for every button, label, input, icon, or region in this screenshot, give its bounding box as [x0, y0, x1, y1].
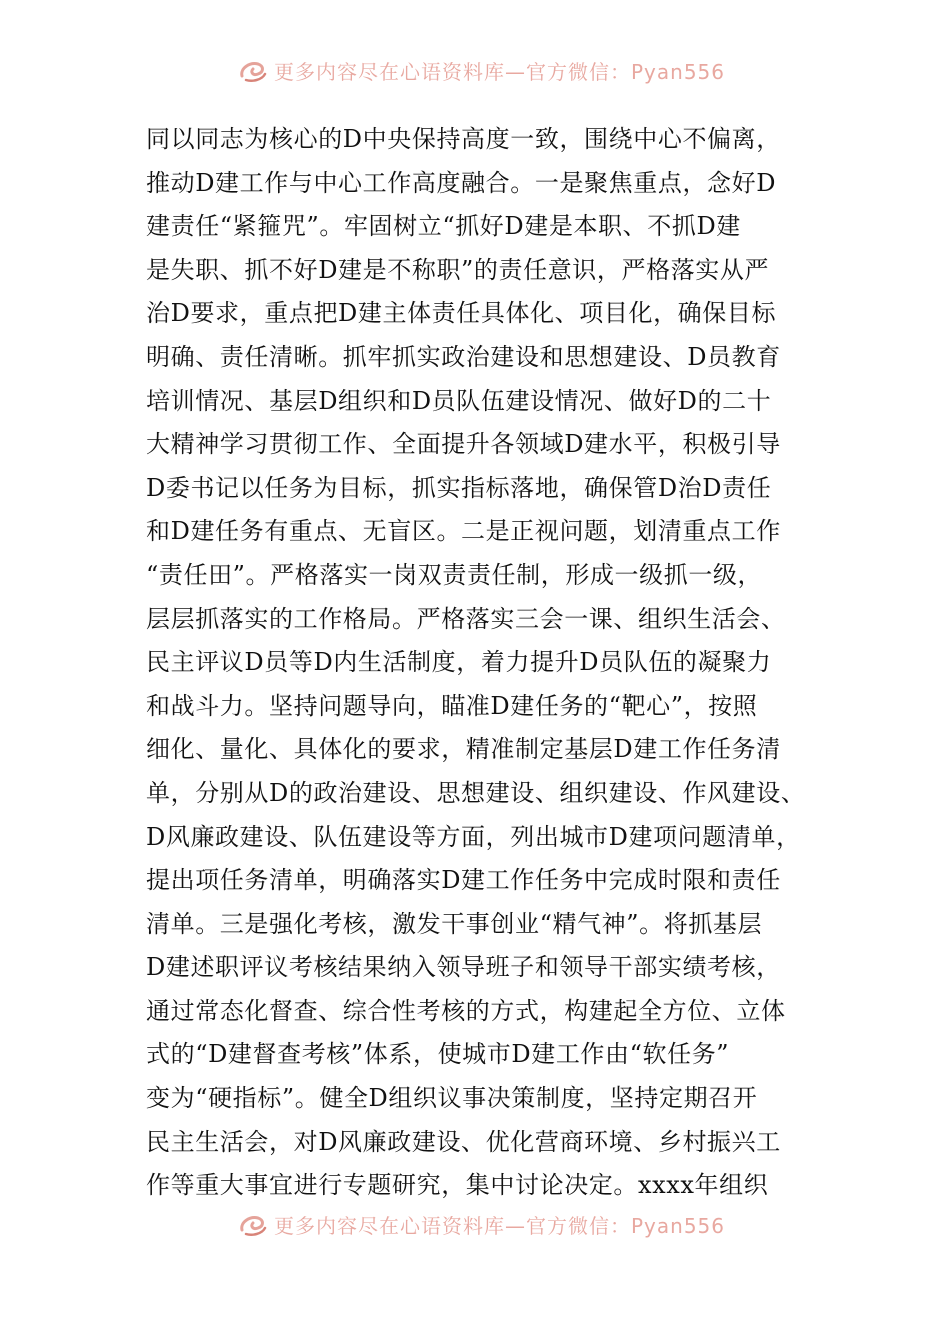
text-line: 大精神学习贯彻工作、全面提升各领域D建水平，积极引导 — [146, 430, 781, 459]
text-line: 单，分别从D的政治建设、思想建设、组织建设、作风建设、 — [146, 778, 806, 807]
text-line: 清单。三是强化考核，激发干事创业“精气神”。将抓基层 — [146, 909, 763, 938]
text-line: 式的“D建督查考核”体系，使城市D建工作由“软任务” — [146, 1040, 730, 1069]
watermark-text: 更多内容尽在心语资料库—官方微信：Pyan556 — [274, 1214, 726, 1238]
text-line: D建述职评议考核结果纳入领导班子和领导干部实绩考核， — [146, 953, 781, 982]
text-line: 民主生活会，对D风廉政建设、优化营商环境、乡村振兴工 — [146, 1127, 781, 1156]
text-line: 作等重大事宜进行专题研究，集中讨论决定。xxxx年组织 — [146, 1171, 769, 1200]
text-line: 通过常态化督查、综合性考核的方式，构建起全方位、立体 — [146, 996, 786, 1025]
text-line: 推动D建工作与中心工作高度融合。一是聚焦重点，念好D — [146, 168, 777, 197]
text-line: 是失职、抓不好D建是不称职”的责任意识，严格落实从严 — [146, 255, 770, 284]
text-line: 层层抓落实的工作格局。严格落实三会一课、组织生活会、 — [146, 604, 786, 633]
text-line: 民主评议D员等D内生活制度，着力提升D员队伍的凝聚力 — [146, 648, 772, 677]
text-line: 和战斗力。坚持问题导向，瞄准D建任务的“靶心”，按照 — [146, 691, 758, 720]
header-watermark — [0, 50, 950, 90]
watermark-text: 更多内容尽在心语资料库—官方微信：Pyan556 — [274, 60, 726, 84]
header-watermark-content — [238, 56, 725, 85]
document-body — [146, 118, 826, 1208]
text-line: 培训情况、基层D组织和D员队伍建设情况、做好D的二十 — [146, 386, 772, 415]
text-line: 同以同志为核心的D中央保持高度一致，围绕中心不偏离， — [146, 125, 781, 153]
footer-watermark-content — [238, 1210, 725, 1239]
text-line: 变为“硬指标”。健全D组织议事决策制度，坚持定期召开 — [146, 1084, 758, 1113]
text-line: 明确、责任清晰。抓牢抓实政治建设和思想建设、D员教育 — [146, 342, 781, 371]
swirl-logo-icon — [238, 1212, 268, 1238]
text-line: 提出项任务清单，明确落实D建工作任务中完成时限和责任 — [146, 866, 781, 895]
text-line: 治D要求，重点把D建主体责任具体化、项目化，确保目标 — [146, 299, 777, 328]
text-line: D委书记以任务为目标，抓实指标落地，确保管D治D责任 — [146, 473, 772, 502]
text-line: D风廉政建设、队伍建设等方面，列出城市D建项问题清单， — [146, 822, 801, 851]
swirl-logo-icon — [238, 58, 268, 84]
text-line: 和D建任务有重点、无盲区。二是正视问题，划清重点工作 — [146, 517, 781, 546]
text-line: 建责任“紧箍咒”。牢固树立“抓好D建是本职、不抓D建 — [146, 212, 741, 241]
footer-watermark — [0, 1204, 950, 1244]
text-line: 细化、量化、具体化的要求，精准制定基层D建工作任务清 — [146, 735, 781, 764]
text-line: “责任田”。严格落实一岗双责责任制，形成一级抓一级， — [146, 560, 763, 589]
